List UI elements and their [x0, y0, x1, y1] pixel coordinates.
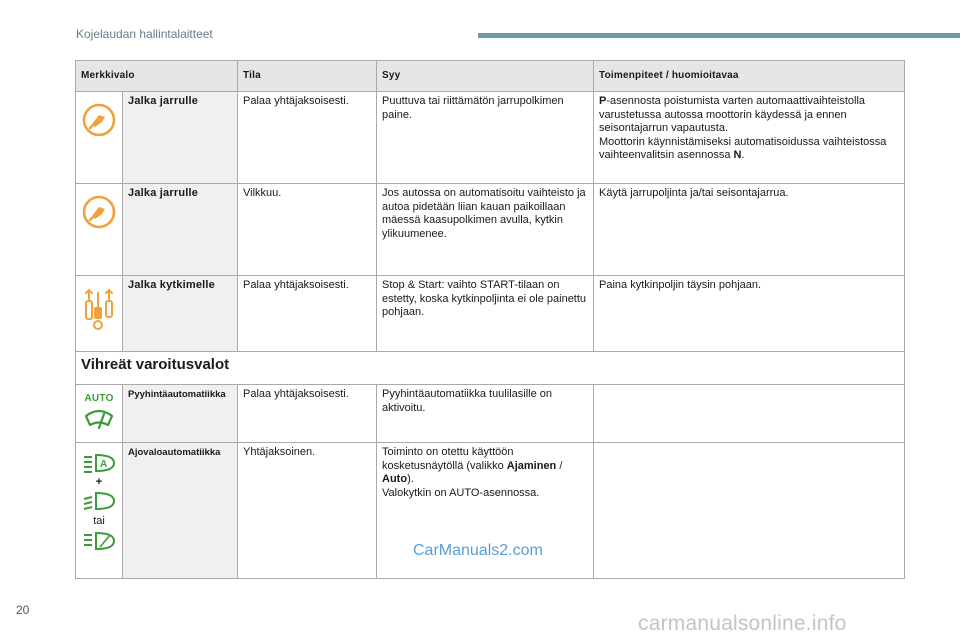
cause-text: Toiminto on otettu käyttöön kosketusnäytöllä (valikko — [382, 446, 514, 472]
indicator-name: Pyyhintäautomatiikka — [123, 385, 238, 443]
auto-label: AUTO — [84, 393, 114, 404]
indicator-table — [75, 60, 905, 579]
indicator-cause: Puuttuva tai riittämätön jarrupolkimen paine. — [377, 92, 594, 184]
cause-bold: Auto — [382, 473, 408, 485]
indicator-state: Palaa yhtäjaksoisesti. — [238, 385, 377, 443]
action-bold-start: P — [599, 95, 607, 107]
indicator-state: Palaa yhtäjaksoisesti. — [238, 276, 377, 352]
icon-cell — [76, 184, 123, 276]
wiper-icon — [83, 408, 115, 432]
indicator-cause: Stop & Start: vaihto START-tilaan on estetty, koska kytkinpoljinta ei ole painettu pohjaan. — [377, 276, 594, 352]
section-row — [76, 352, 905, 385]
plus-sign: + — [95, 476, 103, 488]
section-heading: Vihreät varoitusvalot — [76, 352, 905, 385]
indicator-action: Käytä jarrupoljinta ja/tai seisontajarrua. — [594, 184, 905, 276]
page-number: 20 — [16, 603, 30, 617]
dipped-beam-icon — [82, 530, 116, 552]
indicator-state: Yhtäjaksoinen. — [238, 443, 377, 579]
table-header-row — [76, 61, 905, 92]
icon-cell — [76, 385, 123, 443]
indicator-state: Vilkkuu. — [238, 184, 377, 276]
icon-cell — [76, 92, 123, 184]
indicator-action — [594, 385, 905, 443]
column-header: Syy — [377, 61, 594, 92]
indicator-cause: Jos autossa on automatisoitu vaihteisto ja autoa pidetään liian kauan paikoillaan mäessä kaasupolkimen avulla, kytkin ylikuumenee. — [377, 184, 594, 276]
indicator-action: Paina kytkinpoljin täysin pohjaan. — [594, 276, 905, 352]
clutch-pedal-icon — [83, 287, 115, 331]
section-header-title: Kojelaudan hallintalaitteet — [76, 27, 213, 41]
indicator-state: Palaa yhtäjaksoisesti. — [238, 92, 377, 184]
cause-text: Valokytkin on AUTO-asennossa. — [382, 486, 540, 499]
svg-text:A: A — [100, 459, 108, 470]
action-text: -asennosta poistumista varten automaattivaihteistolla varustetussa autossa moottorin käydessä ja ennen seisontajarrun vapautusta. — [599, 95, 865, 134]
table-row — [76, 276, 905, 352]
action-text: Moottorin käynnistämiseksi automatisoidussa vaihteistossa vaihteenvalitsin asennossa — [599, 135, 887, 161]
indicator-action — [594, 443, 905, 579]
auto-headlamp-icon — [82, 452, 116, 474]
table-row — [76, 92, 905, 184]
brake-pedal-icon — [82, 103, 116, 137]
column-header: Merkkivalo — [76, 61, 238, 92]
action-text: . — [741, 149, 745, 161]
column-header: Toimenpiteet / huomioitavaa — [594, 61, 905, 92]
table-row — [76, 184, 905, 276]
icon-cell — [76, 276, 123, 352]
cause-text: / — [556, 459, 563, 472]
indicator-name: Ajovaloautomatiikka — [123, 443, 238, 579]
cause-text: ). — [407, 473, 414, 485]
watermark-text: CarManuals2.com — [413, 542, 543, 559]
indicator-name: Jalka jarrulle — [123, 184, 238, 276]
table-row — [76, 385, 905, 443]
indicator-name: Jalka jarrulle — [123, 92, 238, 184]
brake-pedal-icon — [82, 195, 116, 229]
icon-cell — [76, 443, 123, 579]
indicator-cause: Pyyhintäautomatiikka tuulilasille on aktivoitu. — [377, 385, 594, 443]
cause-bold: Ajaminen — [506, 459, 557, 472]
indicator-action — [594, 92, 905, 184]
indicator-name: Jalka kytkimelle — [123, 276, 238, 352]
header-accent-bar — [478, 33, 960, 38]
footer-watermark: carmanualsonline.info — [638, 612, 847, 635]
action-bold-end: N — [733, 149, 742, 161]
low-beam-icon — [82, 490, 116, 512]
column-header: Tila — [238, 61, 377, 92]
or-label: tai — [93, 515, 105, 527]
